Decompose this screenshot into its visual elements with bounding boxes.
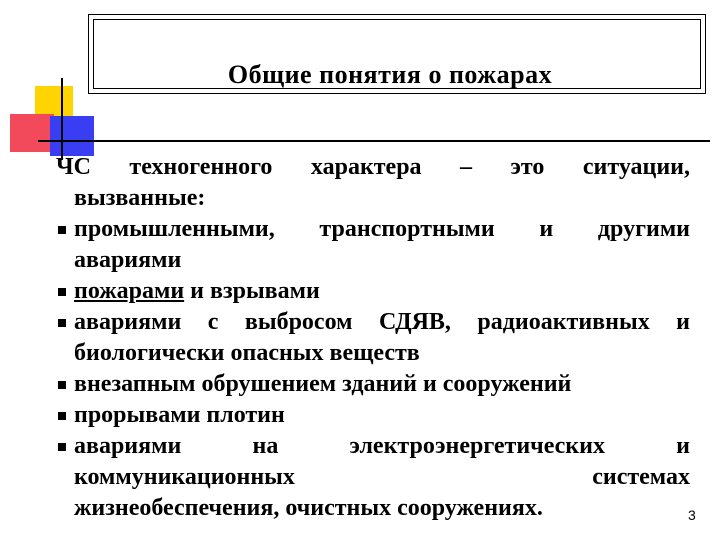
intro-line-2: вызванные:: [74, 185, 206, 211]
list-item-line-2: биологически опасных веществ: [74, 340, 420, 366]
list-item-line-2: авариями: [74, 247, 182, 273]
list-item-line-1: промышленными, транспортными и другими: [74, 216, 690, 242]
page-number: 3: [688, 507, 696, 523]
list-item: [56, 276, 690, 307]
slide-title: Общие понятия о пожарах: [227, 60, 553, 89]
slide-content: [56, 152, 690, 524]
bullet-icon: [58, 443, 66, 451]
list-item-underlined: пожарами: [74, 278, 185, 304]
intro-line-1: ЧС техногенного характера – это ситуации,: [56, 154, 690, 180]
list-item-line-1: прорывами плотин: [74, 402, 285, 428]
bullet-icon: [58, 226, 66, 234]
list-item-line-1: внезапным обрушением зданий и сооружений: [74, 371, 572, 397]
bullet-icon: [58, 288, 66, 296]
bullet-icon: [58, 381, 66, 389]
list-item-line-1: авариями на электроэнергетических и: [74, 433, 690, 459]
list-item: [56, 214, 690, 276]
bullet-icon: [58, 319, 66, 327]
list-item-line-3: жизнеобеспечения, очистных сооружениях.: [74, 495, 543, 521]
decor-horizontal-line: [38, 140, 710, 142]
list-item: [56, 431, 690, 524]
decor-red-square: [10, 114, 54, 152]
decor-vertical-line: [61, 78, 63, 160]
bullet-icon: [58, 412, 66, 420]
list-item: [56, 369, 690, 400]
decor-blue-square: [50, 116, 94, 156]
list-item: [56, 400, 690, 431]
list-item: [56, 307, 690, 369]
list-item-rest: и взрывами: [184, 278, 320, 304]
list-item-line-1: авариями с выбросом СДЯВ, радиоактивных и: [74, 309, 690, 335]
list-item-line-2: коммуникационных системах: [74, 464, 690, 490]
